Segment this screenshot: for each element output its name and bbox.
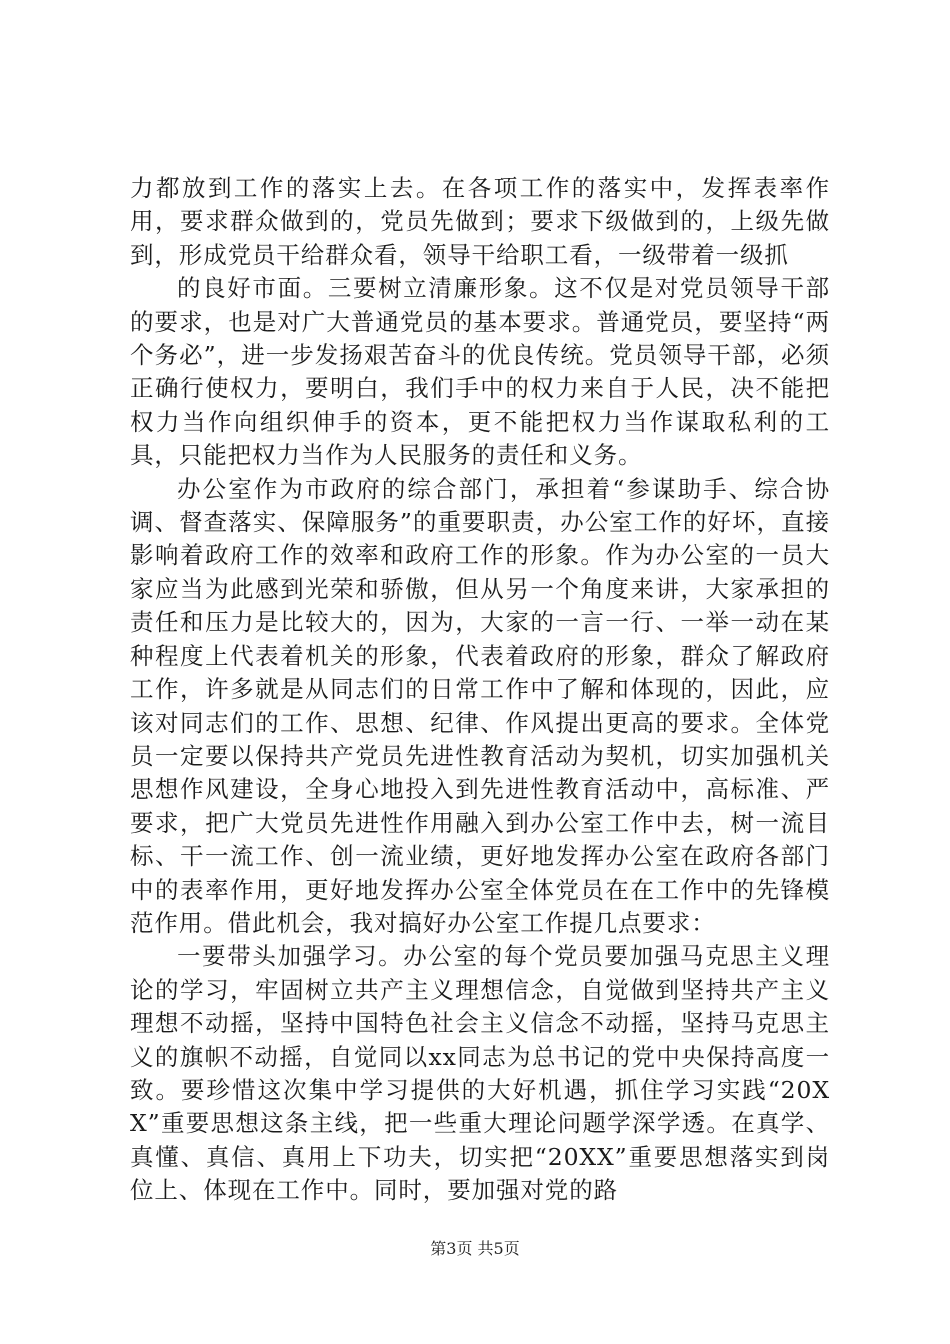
paragraph-study-requirement: 一要带头加强学习。办公室的每个党员要加强马克思主义理论的学习，牢固树立共产主义理想信念，自觉做到坚持共产主义理想不动摇，坚持中国特色社会主义信念不动摇，坚持马克思主义的旗帜不动摇，自觉同以xx同志为总书记的党中央保持高度一致。要珍惜这次集中学习提供的大好机遇，抓住学习实践“20XX”重要思想这条主线，把一些重大理论问题学深学透。在真学、真懂、真信、真用上下功夫，切实把“20XX”重要思想落实到岗位上、体现在工作中。同时，要加强对党的路 <box>130 942 830 1205</box>
paragraph-office-role: 办公室作为市政府的综合部门，承担着“参谋助手、综合协调、督查落实、保障服务”的重要职责，办公室工作的好坏，直接影响着政府工作的效率和政府工作的形象。作为办公室的一员大家应当为此感到光荣和骄傲，但从另一个角度来讲，大家承担的责任和压力是比较大的，因为，大家的一言一行、一举一动在某种程度上代表着机关的形象，代表着政府的形象，群众了解政府工作，许多就是从同志们的日常工作中了解和体现的，因此，应该对同志们的工作、思想、纪律、作风提出更高的要求。全体党员一定要以保持共产党员先进性教育活动为契机，切实加强机关思想作风建设，全身心地投入到先进性教育活动中，高标准、严要求，把广大党员先进性作用融入到办公室工作中去，树一流目标、干一流工作、创一流业绩，更好地发挥办公室在政府各部门中的表率作用，更好地发挥办公室全体党员在在工作中的先锋模范作用。借此机会，我对搞好办公室工作提几点要求： <box>130 474 830 937</box>
paragraph-clean-image: 的良好市面。三要树立清廉形象。这不仅是对党员领导干部的要求，也是对广大普通党员的基本要求。普通党员，要坚持“两个务必”，进一步发扬艰苦奋斗的优良传统。党员领导干部，必须正确行使权力，要明白，我们手中的权力来自于人民，决不能把权力当作向组织伸手的资本，更不能把权力当作谋取私利的工具，只能把权力当作为人民服务的责任和义务。 <box>130 274 830 470</box>
document-body <box>130 172 830 1208</box>
paragraph-continuation: 力都放到工作的落实上去。在各项工作的落实中，发挥表率作用，要求群众做到的，党员先做到；要求下级做到的，上级先做到，形成党员干给群众看，领导干给职工看，一级带着一级抓 <box>130 174 830 269</box>
page-number-footer: 第3页 共5页 <box>430 1239 520 1258</box>
